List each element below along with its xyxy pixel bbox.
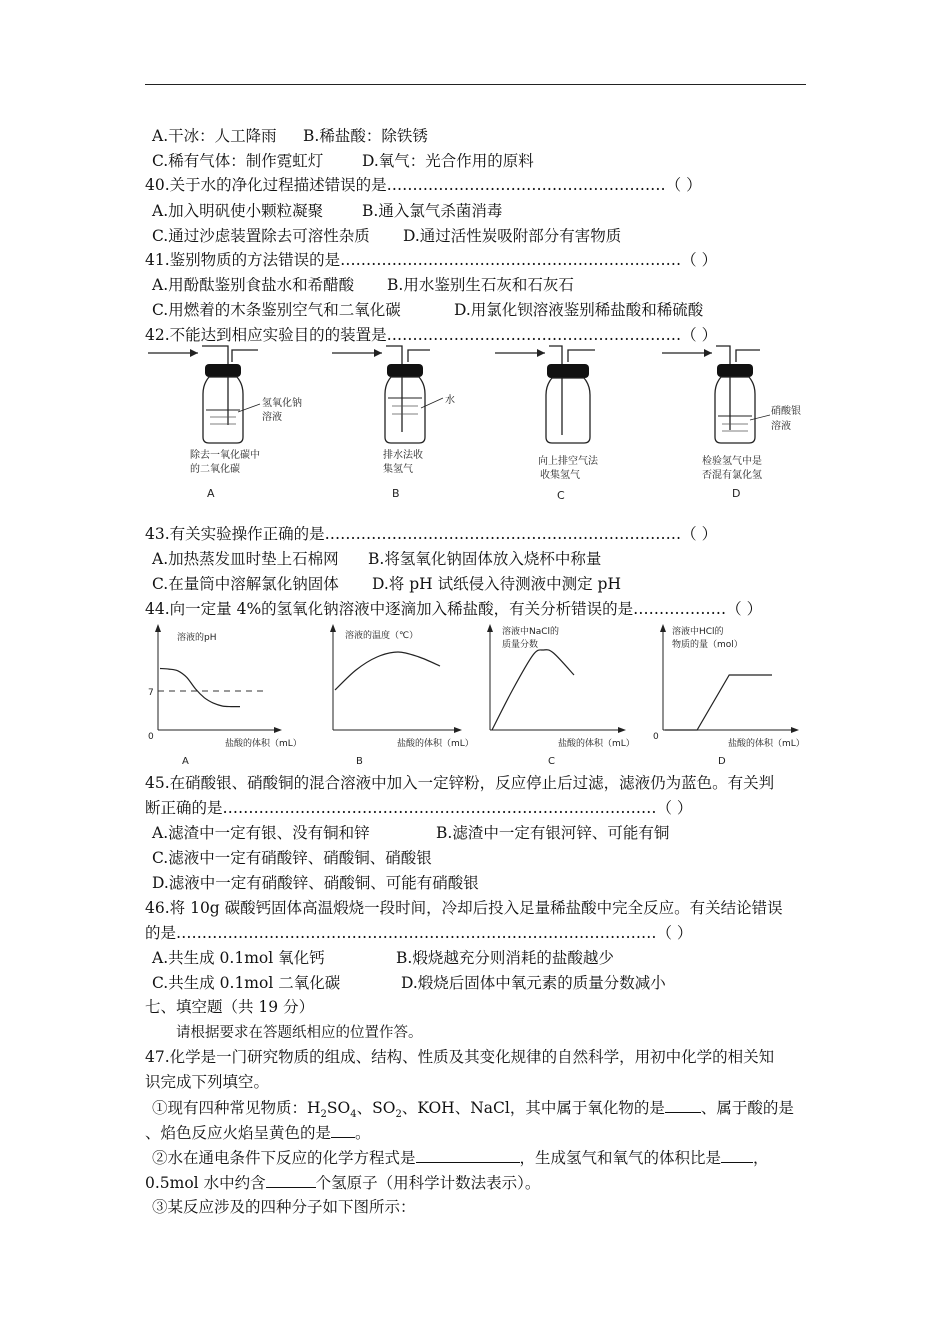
device-b xyxy=(332,346,455,500)
arrow-icon xyxy=(190,349,198,357)
q46-option-d: D.煅烧后固体中氧元素的质量分数减小 xyxy=(401,974,666,992)
q39-option-b: B.稀盐酸：除铁锈 xyxy=(303,127,428,145)
q44-charts-figure xyxy=(140,618,820,768)
q41-option-b: B.用水鉴别生石灰和石灰石 xyxy=(387,276,574,294)
device-c-letter: C xyxy=(557,489,565,502)
chart-c-letter: C xyxy=(548,756,555,767)
q46-option-b: B.煅烧越充分则消耗的盐酸越少 xyxy=(396,949,614,967)
gas-bottle xyxy=(715,377,755,443)
q42-apparatus-figure xyxy=(140,340,820,510)
equation-answer-blank[interactable] xyxy=(416,1147,520,1163)
chart-a-tick-7: 7 xyxy=(148,688,154,698)
device-d-liquid-label-2: 溶液 xyxy=(771,421,791,432)
chart-a-xlabel: 盐酸的体积（mL） xyxy=(225,739,302,749)
q41-stem: 41.鉴别物质的方法错误的是…………………………………………………………（ ） xyxy=(145,251,718,269)
device-d-caption-2: 否混有氯化氢 xyxy=(702,470,762,481)
chart-a-ylabel: 溶液的pH xyxy=(177,633,217,643)
q45-option-c: C.滤液中一定有硝酸锌、硝酸铜、硝酸银 xyxy=(152,849,432,867)
q46-stem-line-1: 46.将 10g 碳酸钙固体高温煅烧一段时间，冷却后投入足量稀盐酸中完全反应。有关结论错误 xyxy=(145,899,783,917)
q43-option-d: D.将 pH 试纸侵入待测液中测定 pH xyxy=(372,575,621,593)
chart-b-xlabel: 盐酸的体积（mL） xyxy=(397,739,474,749)
hydrogen-atoms-answer-blank[interactable] xyxy=(266,1172,316,1188)
q45-option-a: A.滤渣中一定有银、没有铜和锌 xyxy=(152,824,370,842)
device-a xyxy=(148,346,302,500)
q47-p1-text-a: ①现有四种常见物质：H xyxy=(152,1099,321,1117)
chart-d-ylabel-1: 溶液中HCl的 xyxy=(672,627,724,637)
ratio-answer-blank[interactable] xyxy=(721,1147,753,1163)
q39-option-c: C.稀有气体：制作霓虹灯 xyxy=(152,152,324,170)
section-7-note: 请根据要求在答题纸相应的位置作答。 xyxy=(176,1025,423,1041)
stopper xyxy=(205,364,241,377)
q47-stem-line-2: 识完成下列填空。 xyxy=(145,1073,270,1091)
gas-bottle xyxy=(546,378,590,443)
chart-d-ylabel-2: 物质的量（mol） xyxy=(672,640,743,650)
device-a-liquid-label-2: 溶液 xyxy=(262,412,282,423)
q43-option-b: B.将氢氧化钠固体放入烧杯中称量 xyxy=(368,550,602,568)
q47-stem-line-1: 47.化学是一门研究物质的组成、结构、性质及其变化规律的自然科学，用初中化学的相关知 xyxy=(145,1048,775,1066)
gas-bottle xyxy=(385,377,425,443)
q40-option-d: D.通过活性炭吸附部分有害物质 xyxy=(403,227,622,245)
q40-option-c: C.通过沙虑装置除去可溶性杂质 xyxy=(152,227,370,245)
q47-part-1-line-2 xyxy=(145,1122,371,1143)
chart-b-letter: B xyxy=(356,756,363,767)
arrow-icon xyxy=(704,349,712,357)
chart-a xyxy=(148,624,302,767)
q39-option-a: A.干冰：人工降雨 xyxy=(152,127,277,145)
chart-b-curve xyxy=(335,652,440,690)
device-b-caption-1: 排水法收 xyxy=(383,450,423,461)
device-d-letter: D xyxy=(732,487,741,500)
q41-option-a: A.用酚酞鉴别食盐水和希醋酸 xyxy=(152,276,355,294)
q41-option-d: D.用氯化钡溶液鉴别稀盐酸和稀硫酸 xyxy=(454,301,704,319)
device-c xyxy=(495,346,599,502)
chart-d-letter: D xyxy=(718,756,726,767)
q47-p1-text-f: 、焰色反应火焰呈黄色的是 xyxy=(145,1124,332,1142)
stopper xyxy=(547,364,589,378)
q40-option-b: B.通入氯气杀菌消毒 xyxy=(362,202,503,220)
chart-c xyxy=(487,624,635,767)
chart-a-origin: 0 xyxy=(148,732,154,742)
device-a-caption-2: 的二氧化碳 xyxy=(190,464,240,475)
q47-p1-text-c: 、SO xyxy=(356,1099,396,1117)
stopper xyxy=(717,364,753,377)
oxide-answer-blank[interactable] xyxy=(665,1097,701,1113)
q44-stem: 44.向一定量 4%的氢氧化钠溶液中逐滴加入稀盐酸，有关分析错误的是………………（ ） xyxy=(145,600,763,618)
q39-option-d: D.氧气：光合作用的原料 xyxy=(362,152,534,170)
q45-stem-line-1: 45.在硝酸银、硝酸铜的混合溶液中加入一定锌粉，反应停止后过滤，滤液仍为蓝色。有关判 xyxy=(145,774,775,792)
q47-p2-text-e: 个氢原子（用科学计数法表示）。 xyxy=(315,1174,541,1192)
q47-p2-text-b: ，生成氢气和氧气的体积比是 xyxy=(519,1149,722,1167)
device-b-caption-2: 集氢气 xyxy=(383,464,413,475)
arrow-icon xyxy=(374,349,382,357)
q41-option-c: C.用燃着的木条鉴别空气和二氧化碳 xyxy=(152,301,401,319)
chart-d-curve xyxy=(665,675,772,730)
device-b-liquid-label-1: 水 xyxy=(445,395,455,406)
q46-option-a: A.共生成 0.1mol 氧化钙 xyxy=(152,949,325,967)
q45-option-d: D.滤液中一定有硝酸锌、硝酸铜、可能有硝酸银 xyxy=(152,874,479,892)
header-rule xyxy=(145,84,806,85)
device-d-caption-1: 检验氢气中是 xyxy=(702,456,762,467)
device-c-caption-1: 向上排空气法 xyxy=(538,456,598,467)
q43-option-c: C.在量筒中溶解氯化钠固体 xyxy=(152,575,339,593)
q47-p1-text-g: 。 xyxy=(355,1124,371,1142)
device-a-caption-1: 除去一氧化碳中 xyxy=(190,450,260,461)
q47-p1-text-e: 、属于酸的是 xyxy=(700,1099,794,1117)
q47-p2-text-c: ， xyxy=(753,1149,769,1167)
arrow-icon xyxy=(537,349,545,357)
q47-part-1-line-1 xyxy=(152,1097,794,1125)
q43-stem: 43.有关实验操作正确的是……………………………………………………………（ ） xyxy=(145,525,718,543)
subscript: 2 xyxy=(320,1109,327,1121)
q46-stem-line-2: 的是…………………………………………………………………………………（ ） xyxy=(145,924,693,942)
chart-a-curve xyxy=(160,669,240,707)
chart-c-xlabel: 盐酸的体积（mL） xyxy=(558,739,635,749)
q47-part-2-line-2 xyxy=(145,1172,540,1193)
subscript: 4 xyxy=(350,1109,357,1121)
chart-c-curve xyxy=(492,650,574,730)
chart-d-xlabel: 盐酸的体积（mL） xyxy=(728,739,805,749)
q40-stem: 40.关于水的净化过程描述错误的是………………………………………………（ ） xyxy=(145,176,702,194)
chart-c-ylabel-2: 质量分数 xyxy=(502,640,539,650)
device-a-liquid-label-1: 氢氧化钠 xyxy=(262,398,302,409)
chart-b-ylabel: 溶液的温度（℃） xyxy=(345,631,419,641)
q47-part-2-line-1 xyxy=(152,1147,769,1168)
chart-c-ylabel-1: 溶液中NaCl的 xyxy=(502,627,560,637)
q47-p2-text-d: 0.5mol 水中约含 xyxy=(145,1174,266,1192)
stopper xyxy=(387,364,423,377)
q40-option-a: A.加入明矾使小颗粒凝聚 xyxy=(152,202,324,220)
device-d-liquid-label-1: 硝酸银 xyxy=(771,406,801,417)
q45-option-b: B.滤渣中一定有银河锌、可能有铜 xyxy=(436,824,670,842)
q43-option-a: A.加热蒸发皿时垫上石棉网 xyxy=(152,550,339,568)
flame-answer-blank[interactable] xyxy=(331,1122,355,1138)
q47-part-3: ③某反应涉及的四种分子如下图所示： xyxy=(152,1198,416,1216)
section-7-title: 七、填空题（共 19 分） xyxy=(145,998,315,1016)
device-b-letter: B xyxy=(392,487,400,500)
q47-p1-text-b: SO xyxy=(326,1099,351,1117)
q45-stem-line-2: 断正确的是…………………………………………………………………………（ ） xyxy=(145,799,693,817)
chart-b xyxy=(330,624,474,767)
chart-d xyxy=(653,624,805,767)
q46-option-c: C.共生成 0.1mol 二氧化碳 xyxy=(152,974,341,992)
chart-d-origin: 0 xyxy=(653,732,659,742)
device-d xyxy=(662,346,801,500)
subscript: 2 xyxy=(395,1109,402,1121)
q47-p1-text-d: 、KOH、NaCl，其中属于氧化物的是 xyxy=(401,1099,665,1117)
device-a-letter: A xyxy=(207,487,215,500)
q47-p2-text-a: ②水在通电条件下反应的化学方程式是 xyxy=(152,1149,416,1167)
chart-a-letter: A xyxy=(182,756,189,767)
q42-stem: 42.不能达到相应实验目的的装置是…………………………………………………（ ） xyxy=(145,326,718,344)
device-c-caption-2: 收集氢气 xyxy=(540,470,580,481)
